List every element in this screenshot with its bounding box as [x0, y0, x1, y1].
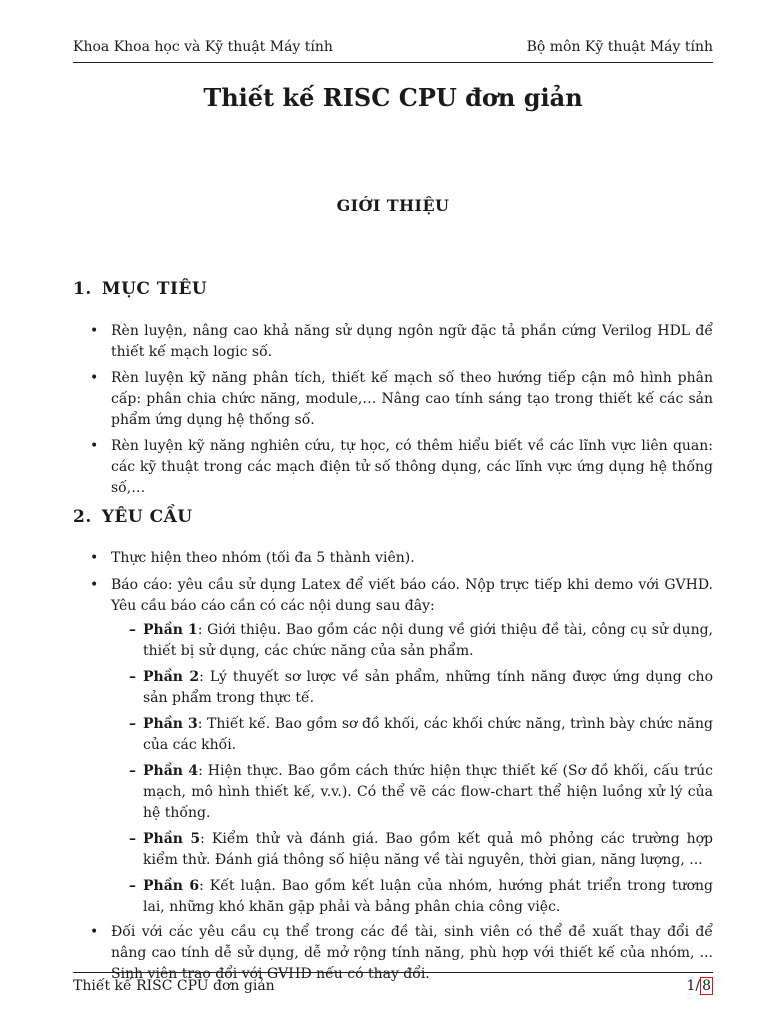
section-2-title: YÊU CẦU	[101, 507, 193, 527]
list-item: • Đối với các yêu cầu cụ thể trong các đề tài, sinh viên có thể đề xuất thay đổi để nâng cao tính dễ sử dụng, dễ mở rộng tính năng, phù hợp với thiết kế của nhóm, ... Sinh viên trao đổi với GVHD nếu có thay đổi.	[73, 922, 713, 985]
part-text: : Thiết kế. Bao gồm sơ đồ khối, các khối chức năng, trình bày chức năng của các khối.	[143, 716, 713, 753]
report-part-item	[111, 714, 713, 756]
report-part-item	[111, 829, 713, 871]
section-1-title: MỤC TIÊU	[101, 279, 208, 299]
report-part-item	[111, 761, 713, 824]
part-text: : Kết luận. Bao gồm kết luận của nhóm, hướng phát triển trong tương lai, những khó khăn gặp phải và bảng phân chia công việc.	[143, 878, 713, 915]
part-text: : Kiểm thử và đánh giá. Bao gồm kết quả mô phỏng các trường hợp kiểm thử. Đánh giá thông số hiệu năng về tài nguyên, thời gian, năng lượng, ...	[143, 831, 713, 868]
report-parts-list	[111, 620, 713, 918]
list-item: • Rèn luyện, nâng cao khả năng sử dụng ngôn ngữ đặc tả phần cứng Verilog HDL để thiết kế mạch logic số.	[73, 321, 713, 363]
header-rule	[73, 62, 713, 63]
list-item: • Rèn luyện kỹ năng phân tích, thiết kế mạch số theo hướng tiếp cận mô hình phân cấp: phân chia chức năng, module,… Nâng cao tính sáng tạo trong thiết kế các sản phẩm ứng dụng hệ thống số.	[73, 368, 713, 431]
part-text: : Giới thiệu. Bao gồm các nội dung về giới thiệu đề tài, công cụ sử dụng, thiết bị sử dụng, các chức năng của sản phẩm.	[143, 622, 713, 659]
header-department: Bộ môn Kỹ thuật Máy tính	[526, 39, 713, 55]
document-title: Thiết kế RISC CPU đơn giản	[203, 83, 583, 112]
intro-heading: GIỚI THIỆU	[336, 196, 450, 215]
part-label: Phần 4	[143, 763, 199, 779]
header-faculty: Khoa Khoa học và Kỹ thuật Máy tính	[73, 39, 333, 55]
section-1-heading	[73, 279, 207, 299]
report-part-item	[111, 620, 713, 662]
section-1-number: 1.	[73, 279, 92, 299]
part-text: : Lý thuyết sơ lược về sản phẩm, những tính năng được ứng dụng cho sản phẩm trong thực tế.	[143, 669, 713, 706]
page-total-link[interactable]: 8	[702, 978, 711, 994]
section-2-heading	[73, 507, 193, 527]
report-part-item	[111, 876, 713, 918]
objectives-list	[73, 321, 713, 499]
list-item: • Thực hiện theo nhóm (tối đa 5 thành viên).	[73, 548, 713, 569]
report-part-item	[111, 667, 713, 709]
requirements-list	[73, 548, 713, 985]
running-header	[73, 38, 713, 56]
report-requirement-text: Báo cáo: yêu cầu sử dụng Latex để viết báo cáo. Nộp trực tiếp khi demo với GVHD. Yêu cầu báo cáo cần có các nội dung sau đây:	[111, 577, 713, 614]
footer-rule	[73, 972, 713, 973]
running-footer	[73, 977, 713, 995]
part-label: Phần 3	[143, 716, 198, 732]
part-text: : Hiện thực. Bao gồm cách thức hiện thực thiết kế (Sơ đồ khối, cấu trúc mạch, mô hình thiết kế, v.v.). Có thể vẽ các flow-chart thể hiện luồng xử lý của hệ thống.	[143, 763, 713, 821]
part-label: Phần 1	[143, 622, 198, 638]
page-indicator	[686, 977, 713, 995]
section-2-number: 2.	[73, 507, 92, 527]
footer-title: Thiết kế RISC CPU đơn giản	[73, 978, 275, 994]
list-item: • Rèn luyện kỹ năng nghiên cứu, tự học, có thêm hiểu biết về các lĩnh vực liên quan: các kỹ thuật trong các mạch điện tử số thông dụng, các lĩnh vực ứng dụng hệ thống số,…	[73, 436, 713, 499]
list-item	[73, 575, 713, 918]
page-current: 1	[686, 978, 696, 994]
part-label: Phần 2	[143, 669, 200, 685]
part-label: Phần 6	[143, 878, 200, 894]
page-separator: /	[695, 978, 701, 994]
part-label: Phần 5	[143, 831, 201, 847]
